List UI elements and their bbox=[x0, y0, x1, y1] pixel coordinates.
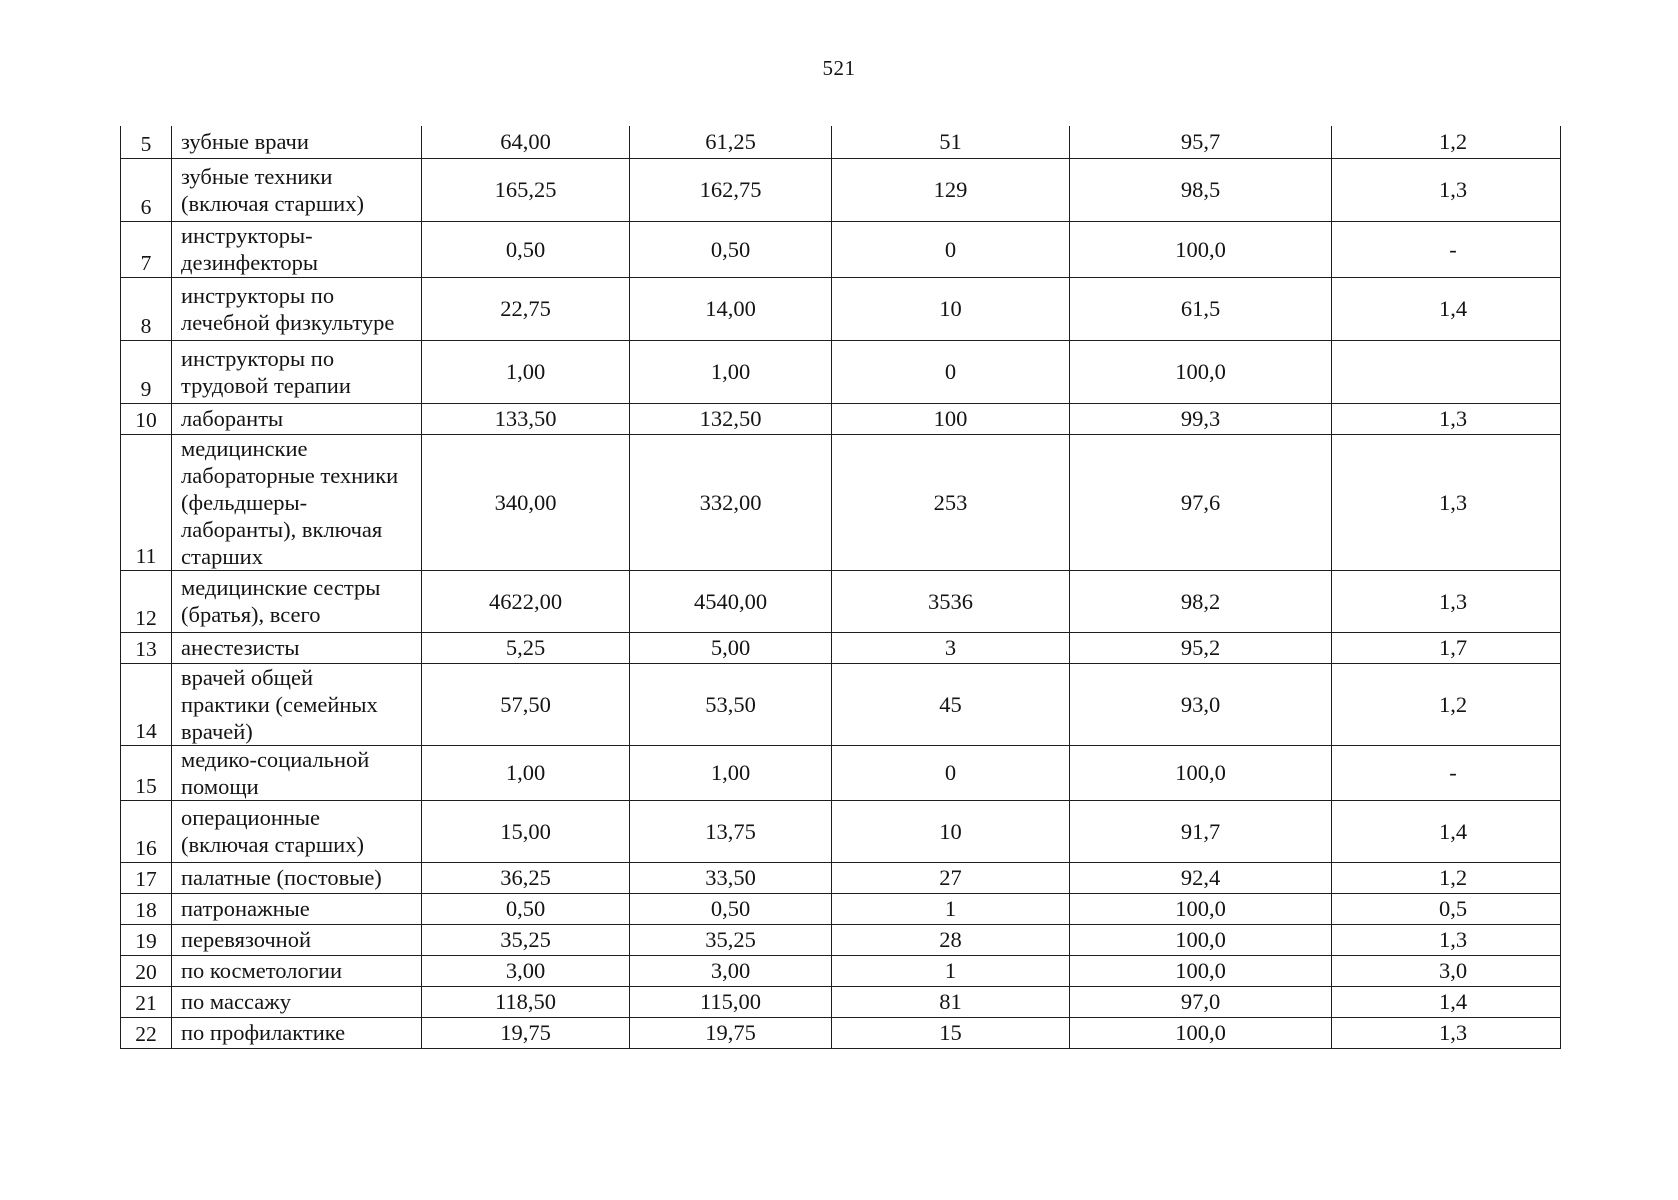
position-name-cell: инструкторы- дезинфекторы bbox=[172, 221, 422, 277]
value-col-4-cell: 100,0 bbox=[1070, 221, 1332, 277]
table-row bbox=[121, 434, 1561, 570]
row-number-cell: 5 bbox=[121, 126, 172, 158]
value-col-3-cell: 81 bbox=[832, 986, 1070, 1017]
value-col-2-cell: 35,25 bbox=[630, 924, 832, 955]
row-number-cell: 18 bbox=[121, 893, 172, 924]
value-col-3-cell: 15 bbox=[832, 1017, 1070, 1048]
table-row bbox=[121, 632, 1561, 663]
value-col-1-cell: 133,50 bbox=[422, 403, 630, 434]
value-col-5-cell: 1,2 bbox=[1332, 126, 1561, 158]
table-row bbox=[121, 986, 1561, 1017]
value-col-1-cell: 57,50 bbox=[422, 663, 630, 745]
value-col-1-cell: 19,75 bbox=[422, 1017, 630, 1048]
value-col-3-cell: 51 bbox=[832, 126, 1070, 158]
position-name-cell: по массажу bbox=[172, 986, 422, 1017]
position-name-cell: патронажные bbox=[172, 893, 422, 924]
value-col-2-cell: 14,00 bbox=[630, 277, 832, 340]
value-col-2-cell: 132,50 bbox=[630, 403, 832, 434]
table-row bbox=[121, 955, 1561, 986]
position-name-cell: перевязочной bbox=[172, 924, 422, 955]
value-col-5-cell: - bbox=[1332, 745, 1561, 800]
value-col-1-cell: 1,00 bbox=[422, 745, 630, 800]
value-col-1-cell: 4622,00 bbox=[422, 570, 630, 632]
position-name-cell: палатные (постовые) bbox=[172, 862, 422, 893]
row-number-cell: 6 bbox=[121, 158, 172, 221]
row-number-cell: 17 bbox=[121, 862, 172, 893]
table-body bbox=[121, 126, 1561, 1048]
value-col-1-cell: 3,00 bbox=[422, 955, 630, 986]
value-col-5-cell: - bbox=[1332, 221, 1561, 277]
page-number: 521 bbox=[822, 56, 856, 80]
value-col-2-cell: 4540,00 bbox=[630, 570, 832, 632]
table-row bbox=[121, 158, 1561, 221]
value-col-5-cell: 1,4 bbox=[1332, 277, 1561, 340]
value-col-3-cell: 3536 bbox=[832, 570, 1070, 632]
value-col-3-cell: 0 bbox=[832, 340, 1070, 403]
value-col-5-cell: 1,2 bbox=[1332, 663, 1561, 745]
position-name-cell: операционные (включая старших) bbox=[172, 800, 422, 862]
value-col-4-cell: 100,0 bbox=[1070, 955, 1332, 986]
row-number-cell: 19 bbox=[121, 924, 172, 955]
value-col-3-cell: 253 bbox=[832, 434, 1070, 570]
value-col-2-cell: 1,00 bbox=[630, 340, 832, 403]
table-row bbox=[121, 924, 1561, 955]
value-col-5-cell: 1,3 bbox=[1332, 924, 1561, 955]
value-col-4-cell: 95,7 bbox=[1070, 126, 1332, 158]
value-col-4-cell: 92,4 bbox=[1070, 862, 1332, 893]
value-col-3-cell: 45 bbox=[832, 663, 1070, 745]
table-row bbox=[121, 277, 1561, 340]
value-col-5-cell: 1,4 bbox=[1332, 800, 1561, 862]
value-col-2-cell: 13,75 bbox=[630, 800, 832, 862]
table-row bbox=[121, 663, 1561, 745]
position-name-cell: врачей общей практики (семейных врачей) bbox=[172, 663, 422, 745]
value-col-2-cell: 332,00 bbox=[630, 434, 832, 570]
value-col-1-cell: 340,00 bbox=[422, 434, 630, 570]
value-col-4-cell: 97,6 bbox=[1070, 434, 1332, 570]
table-row bbox=[121, 126, 1561, 158]
value-col-5-cell: 1,7 bbox=[1332, 632, 1561, 663]
value-col-2-cell: 33,50 bbox=[630, 862, 832, 893]
value-col-5-cell: 1,3 bbox=[1332, 403, 1561, 434]
table-row bbox=[121, 893, 1561, 924]
value-col-5-cell: 1,2 bbox=[1332, 862, 1561, 893]
position-name-cell: медицинские лабораторные техники (фельдшеры- лаборанты), включая старших bbox=[172, 434, 422, 570]
value-col-2-cell: 61,25 bbox=[630, 126, 832, 158]
value-col-1-cell: 0,50 bbox=[422, 893, 630, 924]
row-number-cell: 8 bbox=[121, 277, 172, 340]
value-col-4-cell: 97,0 bbox=[1070, 986, 1332, 1017]
value-col-1-cell: 15,00 bbox=[422, 800, 630, 862]
position-name-cell: медицинские сестры (братья), всего bbox=[172, 570, 422, 632]
value-col-2-cell: 53,50 bbox=[630, 663, 832, 745]
value-col-3-cell: 0 bbox=[832, 221, 1070, 277]
row-number-cell: 22 bbox=[121, 1017, 172, 1048]
value-col-2-cell: 1,00 bbox=[630, 745, 832, 800]
value-col-2-cell: 3,00 bbox=[630, 955, 832, 986]
row-number-cell: 10 bbox=[121, 403, 172, 434]
staff-statistics-table bbox=[120, 126, 1561, 1049]
row-number-cell: 21 bbox=[121, 986, 172, 1017]
value-col-4-cell: 100,0 bbox=[1070, 893, 1332, 924]
position-name-cell: по косметологии bbox=[172, 955, 422, 986]
row-number-cell: 16 bbox=[121, 800, 172, 862]
value-col-3-cell: 129 bbox=[832, 158, 1070, 221]
value-col-1-cell: 118,50 bbox=[422, 986, 630, 1017]
value-col-4-cell: 100,0 bbox=[1070, 340, 1332, 403]
value-col-5-cell bbox=[1332, 340, 1561, 403]
value-col-2-cell: 5,00 bbox=[630, 632, 832, 663]
row-number-cell: 13 bbox=[121, 632, 172, 663]
row-number-cell: 12 bbox=[121, 570, 172, 632]
value-col-1-cell: 165,25 bbox=[422, 158, 630, 221]
value-col-1-cell: 36,25 bbox=[422, 862, 630, 893]
position-name-cell: по профилактике bbox=[172, 1017, 422, 1048]
table-row bbox=[121, 221, 1561, 277]
table-row bbox=[121, 403, 1561, 434]
value-col-4-cell: 98,2 bbox=[1070, 570, 1332, 632]
value-col-5-cell: 1,3 bbox=[1332, 570, 1561, 632]
position-name-cell: зубные техники (включая старших) bbox=[172, 158, 422, 221]
position-name-cell: лаборанты bbox=[172, 403, 422, 434]
value-col-3-cell: 10 bbox=[832, 277, 1070, 340]
row-number-cell: 7 bbox=[121, 221, 172, 277]
value-col-1-cell: 64,00 bbox=[422, 126, 630, 158]
position-name-cell: зубные врачи bbox=[172, 126, 422, 158]
value-col-1-cell: 5,25 bbox=[422, 632, 630, 663]
value-col-4-cell: 99,3 bbox=[1070, 403, 1332, 434]
row-number-cell: 20 bbox=[121, 955, 172, 986]
table-row bbox=[121, 862, 1561, 893]
value-col-5-cell: 0,5 bbox=[1332, 893, 1561, 924]
value-col-3-cell: 0 bbox=[832, 745, 1070, 800]
row-number-cell: 15 bbox=[121, 745, 172, 800]
value-col-1-cell: 0,50 bbox=[422, 221, 630, 277]
value-col-5-cell: 1,3 bbox=[1332, 158, 1561, 221]
table-row bbox=[121, 570, 1561, 632]
value-col-4-cell: 100,0 bbox=[1070, 924, 1332, 955]
value-col-5-cell: 1,3 bbox=[1332, 434, 1561, 570]
value-col-3-cell: 100 bbox=[832, 403, 1070, 434]
value-col-2-cell: 0,50 bbox=[630, 221, 832, 277]
position-name-cell: медико-социальной помощи bbox=[172, 745, 422, 800]
value-col-2-cell: 115,00 bbox=[630, 986, 832, 1017]
value-col-4-cell: 91,7 bbox=[1070, 800, 1332, 862]
value-col-4-cell: 100,0 bbox=[1070, 745, 1332, 800]
value-col-3-cell: 1 bbox=[832, 893, 1070, 924]
position-name-cell: инструкторы по лечебной физкультуре bbox=[172, 277, 422, 340]
value-col-2-cell: 162,75 bbox=[630, 158, 832, 221]
position-name-cell: анестезисты bbox=[172, 632, 422, 663]
value-col-1-cell: 35,25 bbox=[422, 924, 630, 955]
value-col-1-cell: 1,00 bbox=[422, 340, 630, 403]
table-row bbox=[121, 340, 1561, 403]
value-col-3-cell: 10 bbox=[832, 800, 1070, 862]
value-col-3-cell: 3 bbox=[832, 632, 1070, 663]
table-row bbox=[121, 745, 1561, 800]
row-number-cell: 11 bbox=[121, 434, 172, 570]
table-row bbox=[121, 800, 1561, 862]
value-col-3-cell: 28 bbox=[832, 924, 1070, 955]
value-col-4-cell: 95,2 bbox=[1070, 632, 1332, 663]
value-col-3-cell: 27 bbox=[832, 862, 1070, 893]
value-col-5-cell: 1,4 bbox=[1332, 986, 1561, 1017]
value-col-4-cell: 93,0 bbox=[1070, 663, 1332, 745]
position-name-cell: инструкторы по трудовой терапии bbox=[172, 340, 422, 403]
value-col-2-cell: 19,75 bbox=[630, 1017, 832, 1048]
value-col-4-cell: 100,0 bbox=[1070, 1017, 1332, 1048]
value-col-5-cell: 1,3 bbox=[1332, 1017, 1561, 1048]
value-col-5-cell: 3,0 bbox=[1332, 955, 1561, 986]
row-number-cell: 14 bbox=[121, 663, 172, 745]
value-col-1-cell: 22,75 bbox=[422, 277, 630, 340]
row-number-cell: 9 bbox=[121, 340, 172, 403]
value-col-2-cell: 0,50 bbox=[630, 893, 832, 924]
value-col-4-cell: 61,5 bbox=[1070, 277, 1332, 340]
value-col-4-cell: 98,5 bbox=[1070, 158, 1332, 221]
value-col-3-cell: 1 bbox=[832, 955, 1070, 986]
table-row bbox=[121, 1017, 1561, 1048]
